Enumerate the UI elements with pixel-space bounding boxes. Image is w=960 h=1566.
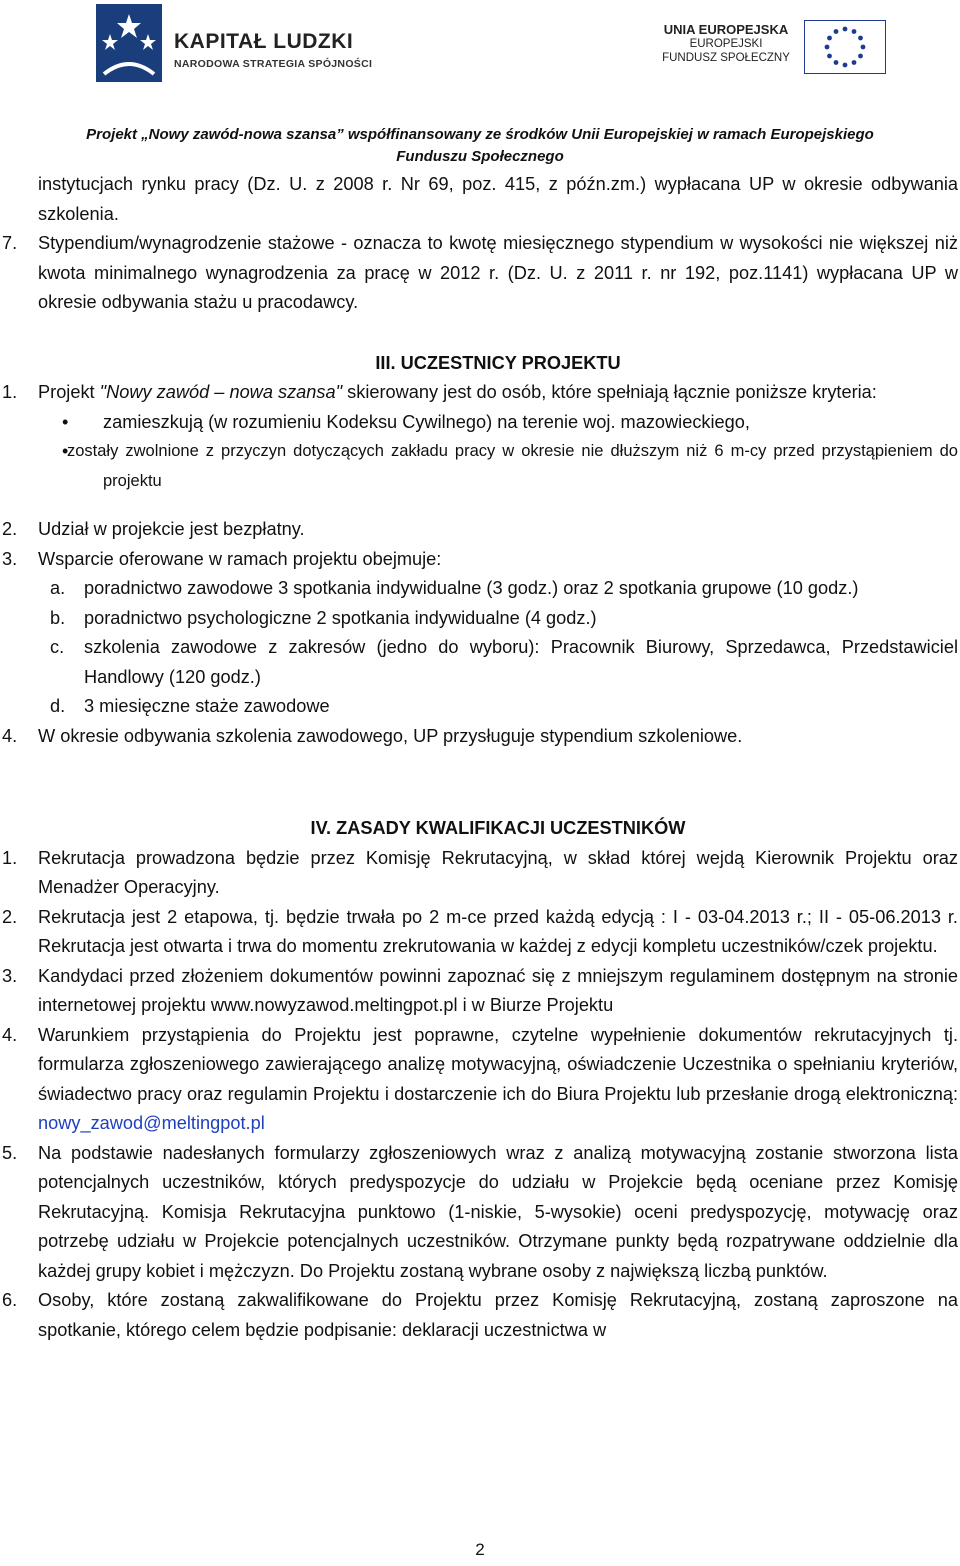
- bullet-icon: •: [62, 441, 69, 461]
- bullet-icon: •: [62, 411, 69, 432]
- bullet-text: zostały zwolnione z przyczyn dotyczących zakładu pracy w okresie nie dłuższym niż 6 m-cy przed przystąpieniem do projektu: [67, 442, 958, 490]
- list-item-text: Warunkiem przystąpienia do Projektu jest poprawne, czytelne wypełnienie dokumentów rekrutacyjnych tj. formularza zgłoszeniowego zawierającego analizę motywacyjną, oświadczenie Uczestnika o spełnianiu kryteriów, świadectwo pracy oraz regulamin Projektu i dostarczenie ich do Biura Projektu lub przesłanie drogą elektroniczną:: [38, 1024, 958, 1104]
- list-item-text: Udział w projekcie jest bezpłatny.: [38, 519, 305, 539]
- list-number: 2.: [2, 906, 18, 927]
- list-number: 3.: [2, 965, 18, 986]
- list-item-text: W okresie odbywania szkolenia zawodowego, UP przysługuje stypendium szkoleniowe.: [38, 725, 743, 746]
- list-item-text: Stypendium/wynagrodzenie stażowe - oznacza to kwotę miesięcznego stypendium w wysokości nie większej niż kwota minimalnego wynagrodzenia za pracę w 2012 r. (Dz. U. z 2011 r. nr 192, poz.1141) wypłacana UP w okresie odbywania stażu u pracodawcy.: [38, 233, 958, 312]
- criteria-bullet: [62, 437, 958, 496]
- section-title-qualification: IV. ZASADY KWALIFIKACJI UCZESTNIKÓW: [310, 818, 686, 838]
- project-name: "Nowy zawód – nowa szansa": [99, 382, 343, 402]
- email-link[interactable]: nowy_zawod@meltingpot.pl: [38, 1113, 265, 1133]
- kapital-ludzki-emblem-icon: [96, 4, 162, 82]
- list-number: 4.: [2, 1024, 18, 1045]
- kapital-ludzki-logo: [96, 4, 373, 84]
- sub-item-mark: d.: [50, 696, 66, 716]
- list-item-2: [2, 903, 958, 962]
- sub-item-text: poradnictwo psychologiczne 2 spotkania indywidualne (4 godz.): [84, 607, 597, 628]
- list-item-text: Wsparcie oferowane w ramach projektu obejmuje:: [38, 548, 442, 569]
- funding-line-2: Funduszu Społecznego: [396, 148, 564, 165]
- list-item-7: [2, 229, 958, 318]
- list-item-text: Rekrutacja prowadzona będzie przez Komisję Rekrutacyjną, w skład której wejdą Kierownik Projektu oraz Menadżer Operacyjny.: [38, 847, 958, 897]
- continued-paragraph: instytucjach rynku pracy (Dz. U. z 2008 r. Nr 69, poz. 415, z późn.zm.) wypłacana UP w okresie odbywania szkolenia.: [38, 174, 958, 224]
- list-item-text: Rekrutacja jest 2 etapowa, tj. będzie trwała po 2 m-ce przed każdą edycją : I - 03-04.2013 r.; II - 05-06.2013 r. Rekrutacja jest otwarta i trwa do momentu zrekrutowania w każdej z edycji kompletu uczestników/czek projektu.: [38, 906, 958, 956]
- list-item-3: [2, 545, 958, 575]
- support-sub-item: [50, 574, 958, 604]
- eu-flag-icon: [804, 20, 886, 74]
- list-number: 3.: [2, 548, 18, 569]
- funding-statement: [0, 124, 960, 168]
- section-title-participants: III. UCZESTNICY PROJEKTU: [375, 352, 621, 373]
- list-item-6: [2, 1286, 958, 1345]
- sub-item-text: szkolenia zawodowe z zakresów (jedno do wyboru): Pracownik Biurowy, Sprzedawca, Przedstawiciel Handlowy (120 godz.): [84, 637, 958, 687]
- list-number: 1.: [2, 847, 18, 868]
- kapital-ludzki-subtitle: NARODOWA STRATEGIA SPÓJNOŚCI: [174, 58, 373, 70]
- page-number: 2: [475, 1540, 485, 1559]
- list-number: 7.: [2, 233, 18, 253]
- kapital-ludzki-title: KAPITAŁ LUDZKI: [174, 30, 354, 53]
- list-number: 1.: [2, 382, 18, 402]
- criteria-bullet: [62, 408, 958, 438]
- sub-item-text: poradnictwo zawodowe 3 spotkania indywidualne (3 godz.) oraz 2 spotkania grupowe (10 godz.): [84, 578, 859, 598]
- list-item-text-end: skierowany jest do osób, które spełniają łącznie poniższe kryteria:: [342, 382, 877, 402]
- bullet-text: zamieszkują (w rozumieniu Kodeksu Cywilnego) na terenie woj. mazowieckiego,: [103, 411, 750, 432]
- support-sub-item: [50, 692, 958, 722]
- list-item-text: Osoby, które zostaną zakwalifikowane do Projektu przez Komisję Rekrutacyjną, zostaną zaproszone na spotkanie, którego celem będzie podpisanie: deklaracji uczestnictwa w: [38, 1290, 958, 1340]
- list-item-text: Na podstawie nadesłanych formularzy zgłoszeniowych wraz z analizą motywacyjną zostanie stworzona lista potencjalnych uczestników, których predyspozycje do udziału w Projekcie będą oceniane przez Komisję Rekrutacyjną. Komisja Rekrutacyjna punktowo (1-niskie, 5-wysokie) oceni predyspozycję, motywację oraz potrzebę udziału w Projekcie potencjalnych uczestników. Otrzymane punkty będą rozpatrywane oddzielnie dla każdej grupy kobiet i mężczyzn. Do Projektu zostaną wybrane osoby z największą liczbą punktów.: [38, 1142, 958, 1281]
- eu-logo-line1: UNIA EUROPEJSKA: [663, 22, 789, 37]
- list-item-4: [2, 722, 958, 752]
- list-item-5: [2, 1139, 958, 1287]
- list-number: 4.: [2, 725, 18, 746]
- list-number: 5.: [2, 1142, 18, 1163]
- list-item-3: [2, 962, 958, 1021]
- list-item-2: [2, 515, 958, 545]
- sub-item-mark: b.: [50, 607, 66, 628]
- funding-line-1: Projekt „Nowy zawód-nowa szansa” współfinansowany ze środków Unii Europejskiej w ramach Europejskiego: [86, 126, 874, 143]
- sub-item-mark: c.: [50, 637, 65, 657]
- list-item-1: [2, 844, 958, 903]
- sub-item-text: 3 miesięczne staże zawodowe: [84, 696, 330, 716]
- sub-item-mark: a.: [50, 578, 66, 598]
- list-item-4: [2, 1021, 958, 1139]
- support-sub-item: [50, 604, 958, 634]
- eu-logo-line2: EUROPEJSKI: [689, 38, 763, 50]
- list-item-text: Kandydaci przed złożeniem dokumentów powinni zapoznać się z mniejszym regulaminem dostępnym na stronie internetowej projektu www.nowyzawod.meltingpot.pl i w Biurze Projektu: [38, 965, 958, 1015]
- document-body: [2, 170, 958, 1345]
- eu-logo-text: [656, 22, 796, 65]
- eu-logo-line3: FUNDUSZ SPOŁECZNY: [662, 52, 790, 64]
- eu-logo: [652, 20, 912, 80]
- list-item-1: [2, 378, 958, 408]
- list-item-text-start: Projekt: [38, 382, 100, 402]
- list-number: 2.: [2, 519, 18, 539]
- support-sub-item: [50, 633, 958, 692]
- list-number: 6.: [2, 1290, 18, 1310]
